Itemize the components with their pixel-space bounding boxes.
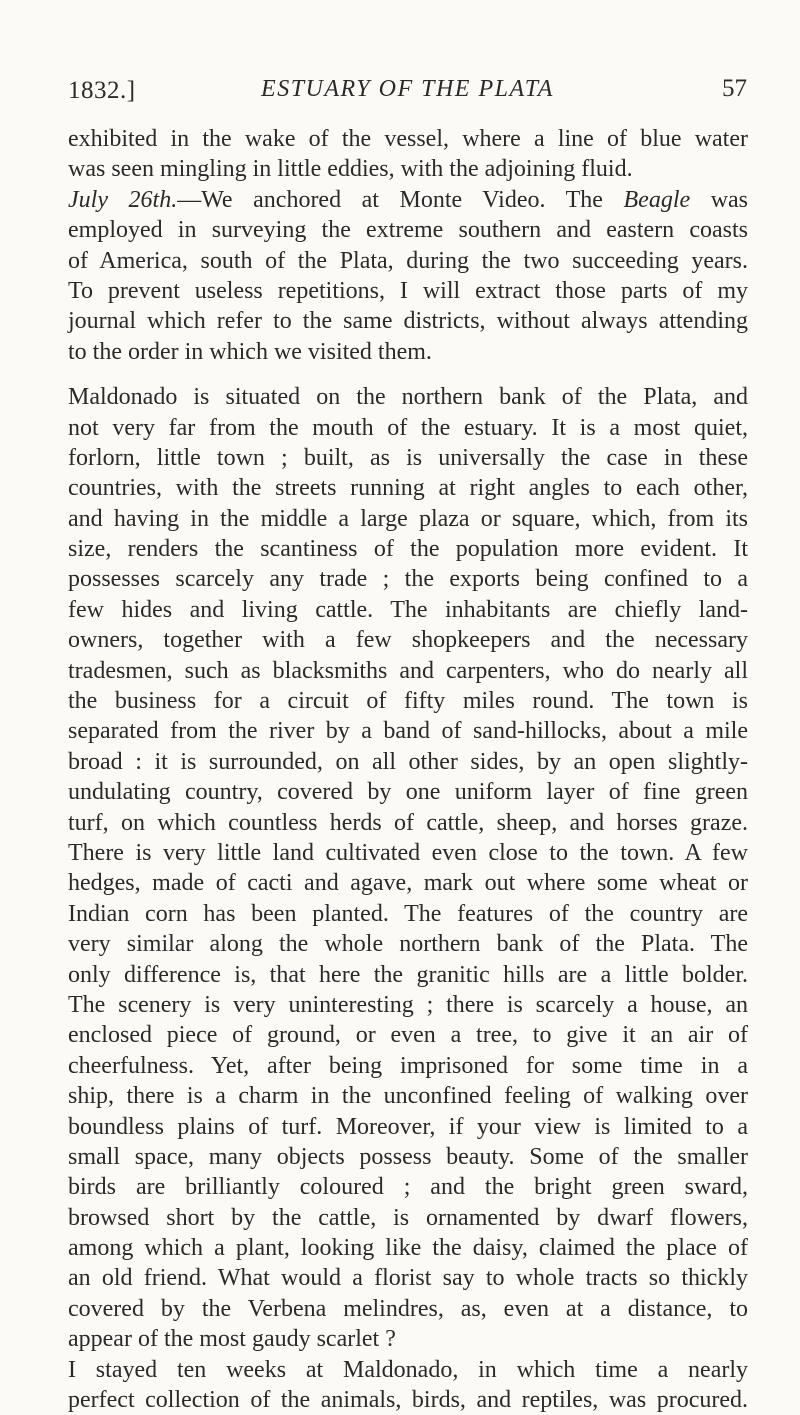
text-line: few hides and living cattle. The inhabitants are chiefly land- (68, 596, 748, 623)
text-line: employed in surveying the extreme southern and eastern coasts (68, 217, 748, 244)
text-fragment: was (690, 186, 749, 213)
paragraph-maldonado (68, 382, 748, 1355)
text-line: and having in the middle a large plaza or square, which, from its (68, 505, 748, 532)
header-year: 1832.] (68, 77, 136, 104)
text-line: To prevent useless repetitions, I will extract those parts of my (68, 277, 748, 304)
text-line: exhibited in the wake of the vessel, where a line of blue water (68, 126, 748, 152)
text-line: turf, on which countless herds of cattle, sheep, and horses graze. (68, 809, 748, 836)
text-line (68, 185, 748, 215)
paragraph-gap (68, 367, 748, 382)
paragraph-stay (68, 1355, 748, 1415)
text-line: I stayed ten weeks at Maldonado, in which time a nearly (68, 1356, 748, 1383)
text-line: not very far from the mouth of the estuary. It is a most quiet, (68, 414, 748, 441)
text-line: hedges, made of cacti and agave, mark out where some wheat or (68, 870, 748, 897)
text-line: only difference is, that here the granitic hills are a little bolder. (68, 961, 748, 988)
text-line: countries, with the streets running at right angles to each other, (68, 475, 748, 502)
text-line: to the order in which we visited them. (68, 338, 432, 365)
text-line: cheerfulness. Yet, after being imprisoned for some time in a (68, 1052, 748, 1079)
text-line: perfect collection of the animals, birds, and reptiles, was procured. (68, 1387, 748, 1414)
text-line: among which a plant, looking like the daisy, claimed the place of (68, 1235, 748, 1262)
text-line: owners, together with a few shopkeepers and the necessary (68, 627, 748, 654)
text-line: an old friend. What would a florist say to whole tracts so thickly (68, 1265, 748, 1292)
text-line: covered by the Verbena melindres, as, even at a distance, to (68, 1295, 748, 1322)
running-head (68, 72, 747, 106)
ship-name: Beagle (623, 186, 691, 213)
text-line: appear of the most gaudy scarlet ? (68, 1326, 396, 1353)
text-line: browsed short by the cattle, is ornamented by dwarf flowers, (68, 1204, 748, 1231)
page-number: 57 (722, 75, 747, 102)
text-line: undulating country, covered by one uniform layer of fine green (68, 779, 748, 806)
text-line: forlorn, little town ; built, as is universally the case in these (68, 444, 748, 471)
body-text (68, 124, 748, 1415)
text-line: ship, there is a charm in the unconfined feeling of walking over (68, 1083, 748, 1110)
text-line: possesses scarcely any trade ; the exports being confined to a (68, 566, 748, 593)
text-line: boundless plains of turf. Moreover, if your view is limited to a (68, 1113, 748, 1140)
text-fragment: —We anchored at Monte Video. The (177, 186, 624, 213)
text-line: There is very little land cultivated even close to the town. A few (68, 839, 748, 866)
text-line: the business for a circuit of fifty miles round. The town is (68, 688, 748, 715)
text-line: enclosed piece of ground, or even a tree, to give it an air of (68, 1022, 748, 1049)
text-line: tradesmen, such as blacksmiths and carpenters, who do nearly all (68, 657, 748, 684)
text-line: size, renders the scantiness of the population more evident. It (68, 536, 748, 563)
text-line: The scenery is very uninteresting ; there is scarcely a house, an (68, 991, 748, 1018)
text-line: very similar along the whole northern bank of the Plata. The (68, 931, 748, 958)
header-title: ESTUARY OF THE PLATA (261, 76, 554, 102)
text-line: birds are brilliantly coloured ; and the bright green sward, (68, 1174, 748, 1201)
text-line: journal which refer to the same districts, without always attending (68, 308, 748, 335)
text-line: Maldonado is situated on the northern bank of the Plata, and (68, 384, 748, 411)
date-label: July 26th. (68, 186, 178, 213)
text-line: broad : it is surrounded, on all other sides, by an open slightly- (68, 748, 748, 775)
text-line: separated from the river by a band of sand-hillocks, about a mile (68, 718, 748, 745)
text-line: was seen mingling in little eddies, with the adjoining fluid. (68, 156, 633, 183)
text-line: small space, many objects possess beauty. Some of the smaller (68, 1143, 748, 1170)
text-line: Indian corn has been planted. The features of the country are (68, 900, 748, 927)
text-line: of America, south of the Plata, during the two succeeding years. (68, 247, 748, 274)
